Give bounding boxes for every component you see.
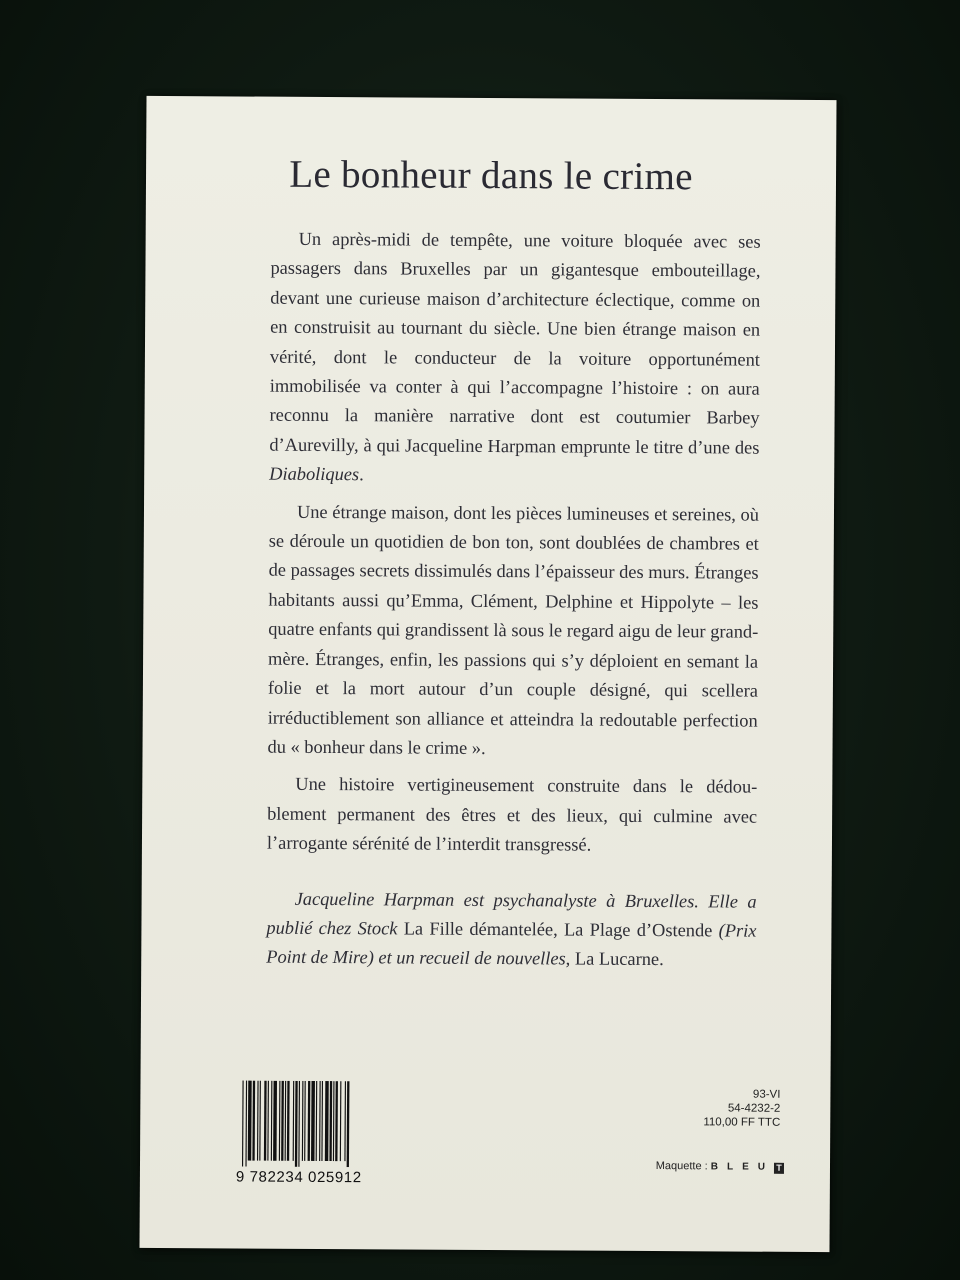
barcode-bar	[302, 1081, 304, 1161]
barcode-bar	[273, 1081, 277, 1161]
barcode-bar	[295, 1081, 298, 1167]
barcode-bar	[285, 1081, 287, 1161]
book-back-cover	[139, 96, 836, 1252]
barcode-bar	[267, 1081, 269, 1161]
paragraph-1-italic-title: Diaboliques	[269, 463, 360, 485]
barcode-bar	[335, 1081, 338, 1161]
barcode-bar	[329, 1081, 332, 1161]
barcode-graphic	[236, 1080, 401, 1167]
barcode-bar	[252, 1081, 255, 1161]
paragraph-1-text: Un après-midi de tempête, une voiture bloquée avec ses passagers dans Bruxelles par un gigantesque embouteillage, devant une curieuse maison d’architecture éclectique, comme on en construisit au tournant du siècle. Une bien étrange maison en vérité, dont le conducteur de la voiture opportunément immobilisée va conter à qui l’accompagne l’histoire : on aura reconnu la manière narrative dont est coutumier Barbey d’Aurevilly, à qui Jacqueline Harpman emprunte le titre d’une des	[269, 228, 761, 458]
design-credit-brand: BLEU	[710, 1161, 775, 1173]
price-label: 110,00 FF TTC	[703, 1116, 781, 1129]
blurb-paragraph-2: Une étrange maison, dont les pièces lumineuses et sereines, où se déroule un quotidien de bon ton, sont doublées de chambres et de passages secrets dissimulés dans l’épaisseur des murs. Étranges habitants aussi qu’Emma, Clément, Delphine et Hippolyte – les quatre enfants qui grandissent là sous le regard aigu de leur grand-mère. Étranges, enfin, les passions qui s’y déploient en semant la folie et la mort autour d’un couple désigné, qui scellera irréductiblement son alliance et atteindra la redoutable perfection du « bonheur dans le crime ».	[267, 501, 760, 758]
barcode-bar	[344, 1081, 346, 1161]
barcode-bar	[264, 1081, 267, 1161]
barcode-bar	[347, 1081, 350, 1167]
book-title: Le bonheur dans le crime	[289, 152, 693, 199]
design-credit	[656, 1160, 784, 1174]
author-note-part-2: La Fille démantelée, La Plage d’Ostende	[397, 918, 719, 941]
barcode-bar	[287, 1081, 290, 1161]
isbn-barcode	[236, 1080, 401, 1186]
author-note-part-3: (Prix Point de Mire) et un recueil de nouvelles	[266, 920, 757, 969]
barcode-bar	[319, 1081, 321, 1161]
design-credit-logo: T	[774, 1163, 784, 1174]
barcode-bar	[340, 1081, 342, 1161]
barcode-bar	[325, 1081, 329, 1161]
barcode-bar	[257, 1081, 259, 1161]
barcode-bar	[308, 1081, 311, 1161]
author-note-part-4: , La Lucarne.	[565, 948, 664, 970]
barcode-bar	[311, 1081, 315, 1161]
paragraph-1-tail: .	[359, 464, 364, 485]
blurb-text	[266, 225, 761, 976]
barcode-bar	[242, 1081, 244, 1167]
barcode-bar	[271, 1081, 273, 1161]
barcode-bar	[245, 1081, 247, 1167]
barcode-bar	[316, 1081, 318, 1161]
barcode-bar	[321, 1081, 323, 1161]
barcode-bar	[281, 1081, 284, 1161]
reference-number: 54-4232-2	[727, 1102, 781, 1115]
design-credit-label: Maquette :	[655, 1160, 708, 1173]
barcode-bar	[304, 1081, 306, 1161]
barcode-bar	[298, 1081, 300, 1167]
catalog-code: 93-VI	[752, 1088, 781, 1101]
barcode-bar	[259, 1081, 261, 1161]
barcode-bar	[248, 1081, 252, 1161]
barcode-bar	[279, 1081, 281, 1161]
barcode-bar	[333, 1081, 335, 1161]
author-note	[266, 884, 757, 975]
blurb-paragraph-3: Une histoire vertigineusement construite dans le dédoublement permanent des êtres et des lieux, qui culmine avec l’arrogante sérénité de l’interdit transgressé.	[266, 774, 758, 855]
publisher-info	[703, 1087, 780, 1129]
barcode-number: 9 782234 025912	[235, 1168, 362, 1187]
author-note-part-1: Jacqueline Harpman est psychanalyste à Bruxelles. Elle a publié chez Stock	[266, 888, 757, 939]
blurb-paragraph-1	[269, 225, 761, 493]
barcode-bar	[293, 1081, 295, 1161]
